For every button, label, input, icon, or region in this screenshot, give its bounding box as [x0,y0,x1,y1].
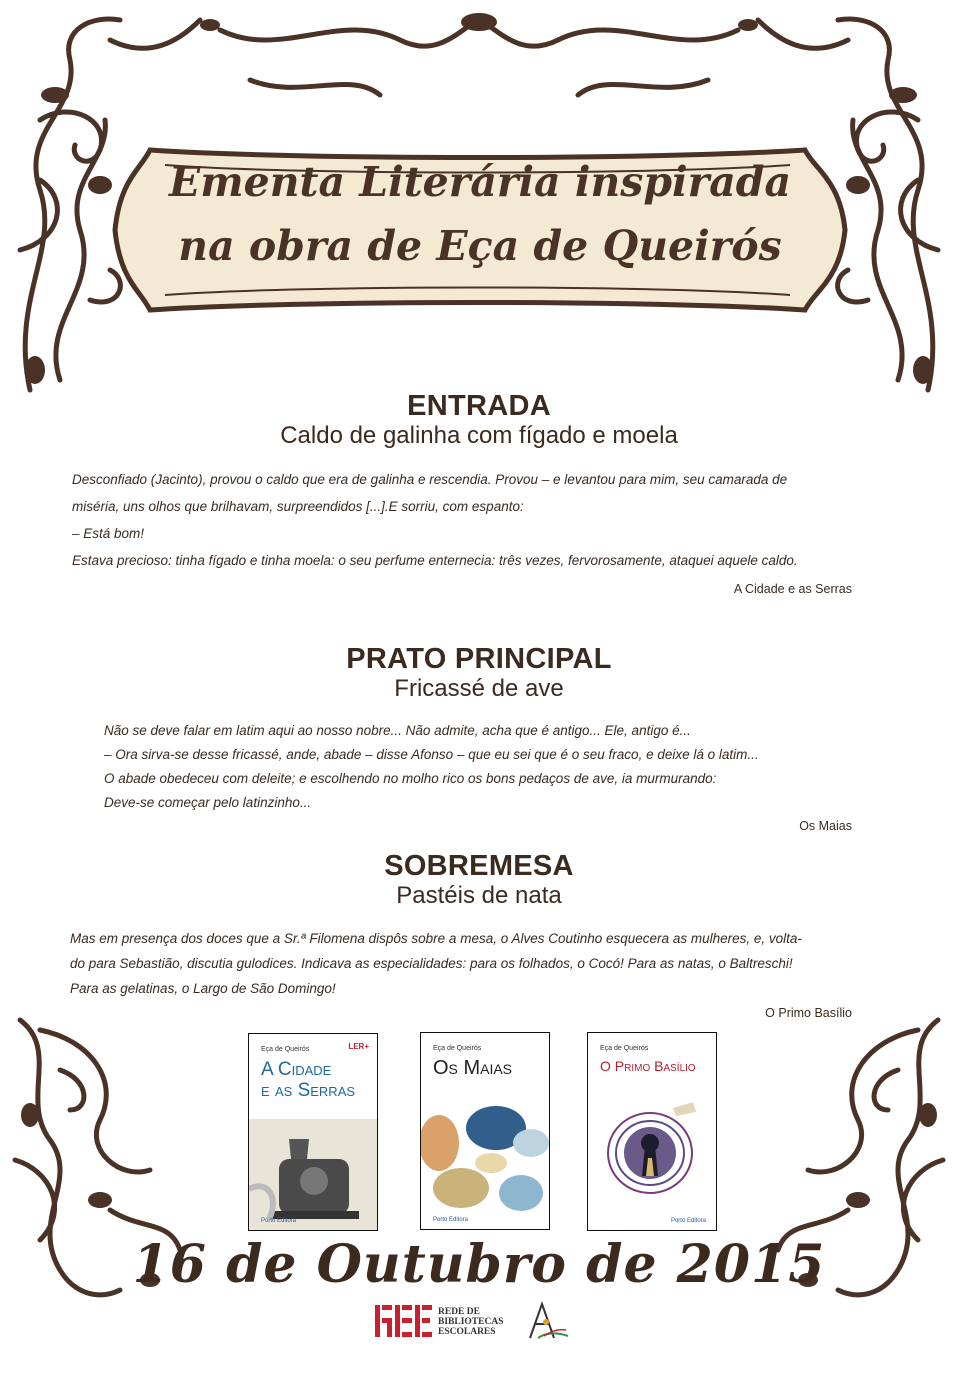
quote-line: miséria, uns olhos que brilhavam, surpreendidos [...].E sorriu, com espanto: [72,499,524,514]
book-publisher: Porto Editora [670,1218,706,1224]
keyhole-illustration [588,1088,716,1230]
book-title: Os Maias [433,1057,513,1079]
event-date: 16 de Outubro de 2015 [132,1234,826,1295]
quote-line: Estava precioso: tinha fígado e tinha moela: o seu perfume enternecia: três vezes, fervorosamente, ataquei aquele caldo. [72,553,798,568]
book-author: Eça de Queirós [433,1045,482,1052]
quote-line: Não se deve falar em latim aqui ao nosso nobre... Não admite, acha que é antigo... Ele, antigo é... [104,723,691,738]
section-entrada-quote [72,466,798,574]
section-dish: Fricassé de ave [394,675,564,702]
quote-line: Mas em presença dos doces que a Sr.ª Filomena dispôs sobre a mesa, o Alves Coutinho esquecera as mulheres, e, volta- [70,931,802,946]
section-title: ENTRADA [407,390,551,422]
section-sobremesa-heading [0,850,958,910]
section-entrada-heading [0,390,958,450]
book-cover-a-cidade-e-as-serras [248,1033,378,1231]
book-badge: LER+ [348,1042,369,1051]
book-publisher: Porto Editora [433,1217,469,1223]
book-author: Eça de Queirós [600,1045,649,1052]
library-logo [524,1300,572,1342]
quote-line: Deve-se começar pelo latinzinho... [104,795,312,810]
book-title [261,1060,355,1102]
book-cover-o-primo-basilio [587,1032,717,1231]
rbe-logo-text [438,1307,503,1337]
section-title: PRATO PRINCIPAL [346,643,612,675]
rbe-text-line: REDE DE [438,1307,480,1317]
section-prato-heading [0,643,958,703]
section-prato-source: Os Maias [799,819,852,833]
book-publisher: Porto Editora [261,1218,297,1224]
book-title-line: e as Serras [261,1079,356,1101]
rbe-text-line: ESCOLARES [438,1327,496,1337]
quote-line: – Ora sirva-se desse fricassé, ande, abade – disse Afonso – que eu sei que é o seu fraco, e deixe lá o latim... [104,747,759,762]
section-sobremesa-quote [70,926,802,1001]
book-author: Eça de Queirós [261,1046,310,1053]
quote-line: do para Sebastião, discutia gulodices. Indicava as especialidades: para os folhados, o Cocó! Para as natas, o Baltreschi! [70,956,793,971]
menu-title-line1: Ementa Literária inspirada [168,158,792,206]
book-cover-os-maias [420,1032,550,1230]
section-entrada-source: A Cidade e as Serras [733,582,852,596]
book-title-line: A Cidade [261,1059,332,1080]
section-title: SOBREMESA [384,850,574,882]
rbe-logo [375,1305,433,1337]
train-illustration [249,1119,377,1230]
maias-illustration [421,1098,549,1229]
section-prato-quote [104,719,759,815]
section-dish: Caldo de galinha com fígado e moela [280,422,678,449]
quote-line: Para as gelatinas, o Largo de São Domingo! [70,981,336,996]
section-dish: Pastéis de nata [396,882,562,909]
menu-title-line2: na obra de Eça de Queirós [178,222,782,270]
quote-line: Desconfiado (Jacinto), provou o caldo que era de galinha e rescendia. Provou – e levantou para mim, seu camarada de [72,472,788,487]
section-sobremesa-source: O Primo Basílio [765,1006,852,1020]
book-title: O Primo Basílio [600,1058,696,1074]
quote-line: O abade obedeceu com deleite; e escolhendo no molho rico os bons pedaços de ave, ia murmurando: [104,771,717,786]
quote-line: – Está bom! [72,526,145,541]
rbe-text-line: BIBLIOTECAS [438,1317,504,1327]
menu-title [150,150,810,278]
